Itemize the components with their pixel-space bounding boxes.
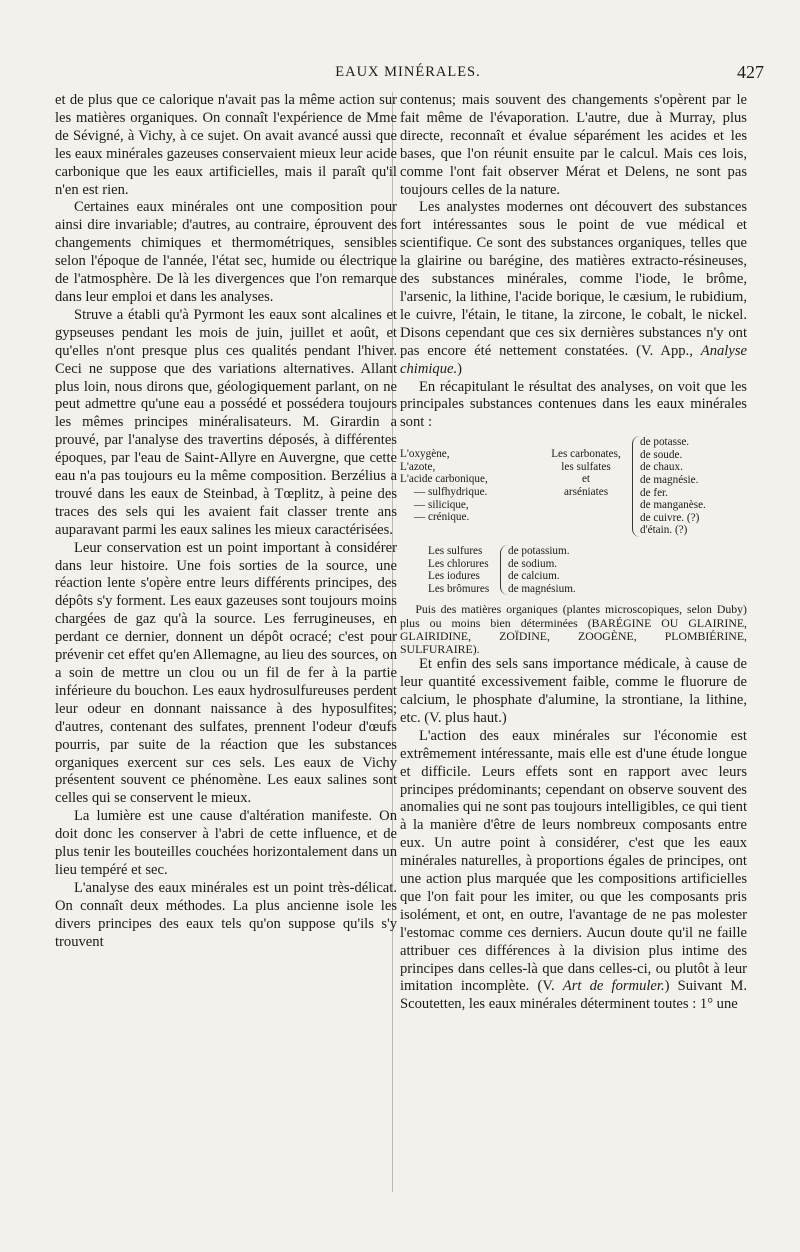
list-item: Les chlorures	[428, 557, 489, 570]
list-item: et	[581, 473, 591, 486]
list-item: de fer.	[640, 486, 668, 499]
cross-reference: Art de formuler.	[562, 978, 665, 995]
paragraph: Certaines eaux minérales ont une composition pour ainsi dire invariable; d'autres, au contraire, éprouvent des changements chimiques et thermométriques, sensibles selon l'époque de l'année, l'état sec, humide ou électrique de l'atmosphère. De là les divergences que l'on remarque dans leur emploi et dans les analyses.	[55, 199, 397, 305]
list-item: L'acide carbonique,	[400, 473, 488, 486]
left-column	[55, 92, 397, 952]
list-item: d'étain. (?)	[640, 524, 688, 537]
right-column	[400, 92, 747, 1014]
list-item: — silicique,	[414, 498, 469, 511]
paragraph-text: )	[457, 360, 463, 377]
list-item: de soude.	[640, 448, 683, 461]
halides-list	[428, 545, 747, 595]
list-item: de sodium.	[508, 557, 558, 570]
paragraph: contenus; mais souvent des changements s'opèrent par le fait même de l'évaporation. L'autre, due à Murray, plus directe, reconnaît et évalue séparément les acides et les bases, que l'on réunit ensuite par le calcul. Mais ces lois, comme l'ont fait observer Mérat et Delens, ne sont pas toujours celles de la nature.	[400, 92, 747, 198]
paragraph-text: L'action des eaux minérales sur l'économie est extrêmement intéressante, mais elle est d'une étude longue et difficile. Leurs effets sont en rapport avec leurs principes prédominants; cependant on observe souvent des anomalies qui ne sont pas toujours intelligibles, ce qui tient à la manière d'être de leurs nombreux composants entre eux. Un autre point à considérer, c'est que les eaux minérales naturelles, à proportions égales de principes, ont une action plus marquée que les compositions artificielles que l'on fait pour les imiter, ou que les composants pris isolément, et ont, en outre, l'avantage de ne pas molester l'estomac comme ces derniers. Aucun doute qu'il ne faille attribuer ces différences à la division plus intime des principes dans celles-là que dans celles-ci, ou plutôt à leur imitation incomplète. (V.	[400, 727, 747, 995]
list-item: de potassium.	[508, 544, 570, 557]
paragraph	[400, 199, 747, 378]
list-column-salts	[540, 436, 632, 537]
paragraph: L'analyse des eaux minérales est un point très-délicat. On connaît deux méthodes. La plus ancienne isole les divers principes des eaux tels qu'on suppose qu'ils s'y trouvent	[55, 879, 397, 950]
list-item: de magnésium.	[508, 582, 576, 595]
list-item: Les brômures	[428, 582, 490, 595]
list-item: de cuivre. (?)	[640, 511, 700, 524]
paragraph-text: ) Suivant M. Scoutetten, les eaux minérales déterminent toutes : 1° une	[400, 978, 747, 1013]
list-column-salts	[428, 545, 500, 595]
list-column-bases	[500, 545, 576, 595]
list-item: L'azote,	[400, 460, 436, 473]
running-head: EAUX MINÉRALES.	[335, 64, 481, 80]
paragraph: Et enfin des sels sans importance médicale, à cause de leur quantité excessivement faible, comme le fluorure de calcium, le phosphate d'alumine, la strontiane, la lithine, etc. (V. plus haut.)	[400, 656, 747, 726]
list-item: les sulfates	[561, 460, 611, 473]
page-number: 427	[737, 62, 764, 82]
list-item: de manganèse.	[640, 499, 706, 512]
list-item: de potasse.	[640, 436, 690, 449]
organic-matter-note: Puis des matières organiques (plantes microscopiques, selon Duby) plus ou moins bien déterminées (BARÉGINE OU GLAIRINE, GLAIRIDINE, ZOÏDINE, ZOOGÈNE, PLOMBIÉRINE, SULFURAIRE).	[400, 602, 747, 656]
list-item: Les carbonates,	[551, 448, 621, 461]
list-column-bases	[632, 436, 747, 537]
paragraph: Struve a établi qu'à Pyrmont les eaux sont alcalines et gypseuses pendant les mois de juin, juillet et août, et qu'elles n'ont presque plus ces qualités pendant l'hiver. Ceci ne suppose que des variations alternatives. Allant plus loin, nous dirons que, géologiquement parlant, on ne peut admettre qu'une eau a possédé et possédera toujours les mêmes principes minéralisateurs. M. Girardin a prouvé, par l'analyse des travertins déposés, à différentes époques, par l'eau de Saint-Allyre en Auvergne, que cette eau n'a pas toujours eu la même composition. Berzélius a trouvé dans les eaux de Steinbad, à Tœplitz, à peine des traces des sels qui les avaient fait classer trente ans auparavant parmi les eaux salines les mieux caractérisées.	[55, 306, 397, 538]
cross-reference: Analyse chimique.	[400, 342, 747, 377]
list-item: de calcium.	[508, 570, 560, 583]
list-item: de chaux.	[640, 461, 683, 474]
list-item: — crénique.	[414, 511, 470, 524]
paragraph: Leur conservation est un point important à considérer dans leur histoire. Une fois sorties de la source, une réaction lente s'opère entre leurs différents principes, des dépôts s'y forment. Les eaux gazeuses sont toujours moins chargées de gaz qu'à la source. Les ferrugineuses, en perdant ce dernier, donnent un dépôt ocracé; c'est pour prévenir cet effet qu'en Allemagne, au lieu des sources, on a soin de mettre un clou ou un fil de fer à la partie inférieure du bouchon. Les eaux hydrosulfureuses perdent leur odeur en donnant naissance à des hyposulfites; d'autres, contenant des sulfates, prennent l'odeur d'œufs pourris, par suite de la réaction que les substances organiques exercent sur ces sels. Les eaux de Vichy présentent souvent ce phénomène. Les eaux salines sont celles qui se conservent le mieux.	[55, 539, 397, 807]
paragraph: En récapitulant le résultat des analyses, on voit que les principales substances contenues dans les eaux minérales sont :	[400, 378, 747, 431]
paragraph	[400, 728, 747, 1015]
substances-list	[400, 436, 747, 537]
paragraph: et de plus que ce calorique n'avait pas la même action sur les matières organiques. On connaît l'expérience de Mme de Sévigné, à Vichy, à ce sujet. On avait avancé aussi que les eaux minérales gazeuses conservaient mieux leur acide carbonique que les eaux artificielles, mais il paraît qu'il n'en est rien.	[55, 92, 397, 198]
list-item: de magnésie.	[640, 474, 699, 486]
list-item: Les sulfures	[428, 544, 483, 557]
paragraph-text: Les analystes modernes ont découvert des substances fort intéressantes sous le point de vue médical et scientifique. Ce sont des substances organiques, telles que la glairine ou barégine, des matières extracto-résineuses, des substances minérales, comme l'iode, le brôme, l'arsenic, la lithine, l'acide borique, le cæsium, le rubidium, le cuivre, l'étain, le titane, la zircone, le cobalt, le nickel. Disons cependant que ces six dernières substances n'y ont pas encore été nettement constatées. (V. App.,	[400, 199, 747, 359]
list-item: — sulfhydrique.	[414, 486, 488, 498]
list-item: Les iodures	[428, 570, 480, 583]
list-column-gases	[400, 436, 540, 537]
list-item: L'oxygène,	[400, 448, 450, 461]
list-item: arséniates	[563, 486, 609, 498]
page-header	[52, 62, 764, 84]
paragraph: La lumière est une cause d'altération manifeste. On doit donc les conserver à l'abri de cette influence, et de plus tenir les bouteilles couchées horizontalement dans un lieu tempéré et sec.	[55, 808, 397, 878]
